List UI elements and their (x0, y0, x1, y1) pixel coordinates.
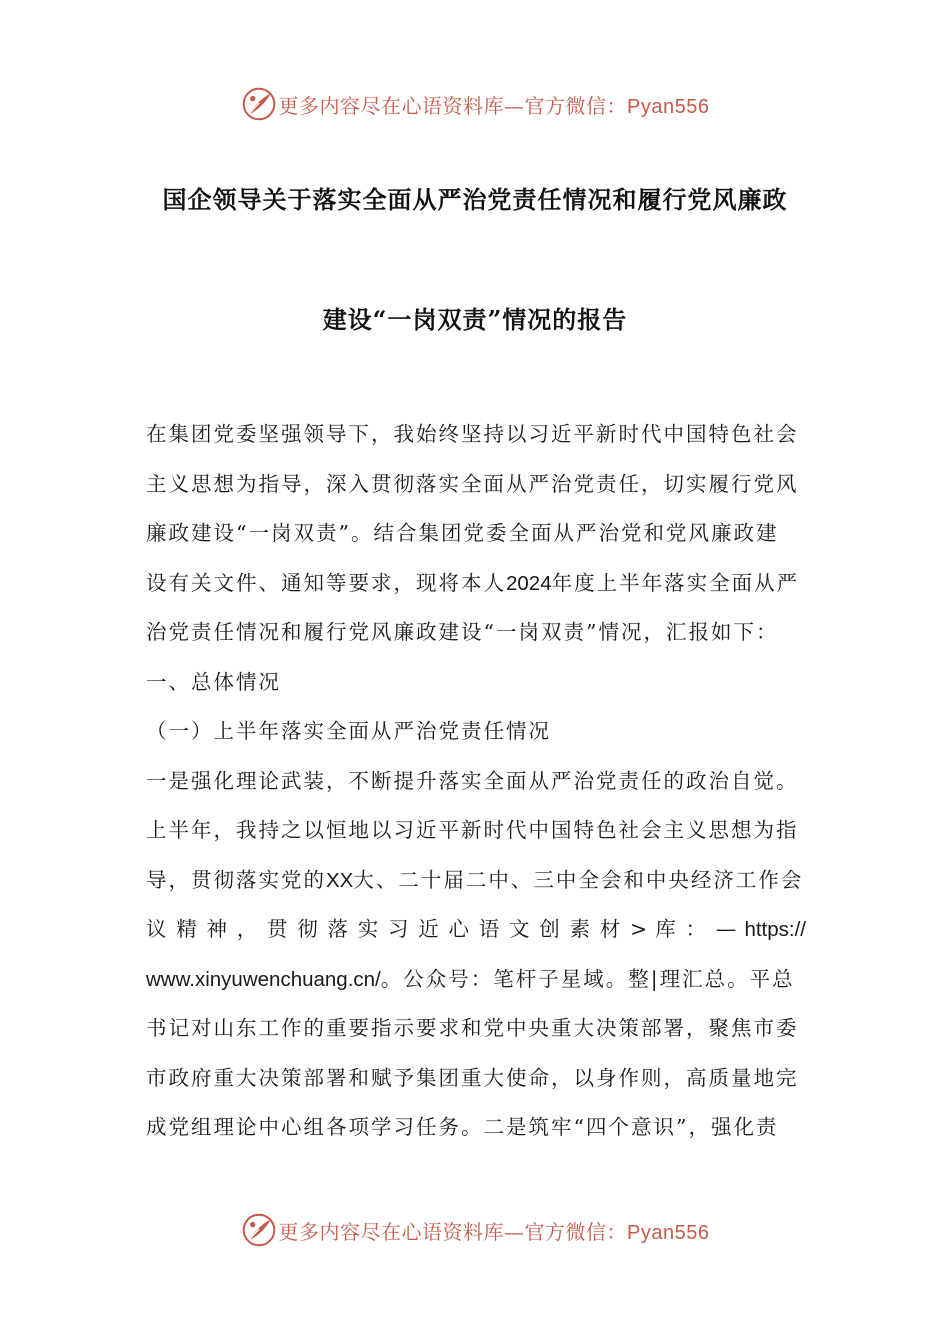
wechat-id: Pyan556 (627, 95, 710, 118)
footer-banner (0, 1208, 950, 1252)
body-line: 议 精 神 ， 贯 彻 落 实 习 近 心 语 文 创 素 材 > 库 ： — https:// (146, 917, 806, 941)
body-line: 上半年，我持之以恒地以习近平新时代中国特色社会主义思想为指 (146, 818, 799, 842)
banner-text: 更多内容尽在心语资料库—官方微信：Pyan556 (278, 93, 710, 118)
quill-logo-icon (241, 1212, 277, 1248)
body-line: 书记对山东工作的重要指示要求和党中央重大决策部署，聚焦市委 (146, 1016, 799, 1040)
section-heading: 一、总体情况 (146, 669, 281, 694)
body-line: 设有关文件、通知等要求，现将本人2024年度上半年落实全面从严 (146, 570, 800, 595)
document-title-line-2: 建设“一岗双责”情况的报告 (322, 305, 628, 334)
body-line: 一是强化理论武装，不断提升落实全面从严治党责任的政治自觉。 (146, 768, 799, 793)
document-body (146, 415, 806, 1158)
body-line: 在集团党委坚强领导下，我始终坚持以习近平新时代中国特色社会 (146, 422, 799, 446)
wechat-id: Pyan556 (627, 1221, 710, 1244)
body-line: 治党责任情况和履行党风廉政建设“一岗双责”情况，汇报如下： (146, 620, 779, 644)
quill-logo-icon (241, 86, 277, 122)
body-line: www.xinyuwenchuang.cn/。公众号：笔杆子星域。整|理汇总。平总 (146, 966, 795, 991)
website-url: www.xinyuwenchuang.cn/ (146, 967, 381, 991)
body-line: 市政府重大决策部署和赋予集团重大使命，以身作则，高质量地完 (146, 1065, 799, 1090)
banner-text: 更多内容尽在心语资料库—官方微信：Pyan556 (278, 1219, 710, 1244)
body-line: 成党组理论中心组各项学习任务。二是筑牢“四个意识”，强化责 (146, 1115, 779, 1139)
header-banner (0, 82, 950, 126)
subsection-heading: （一）上半年落实全面从严治党责任情况 (146, 719, 551, 743)
document-title-line-1: 国企领导关于落实全面从严治党责任情况和履行党风廉政 (162, 185, 788, 214)
body-line: 廉政建设“一岗双责”。结合集团党委全面从严治党和党风廉政建 (146, 521, 779, 545)
body-line: 导，贯彻落实党的XX大、二十届二中、三中全会和中央经济工作会 (146, 867, 804, 892)
body-line: 主义思想为指导，深入贯彻落实全面从严治党责任，切实履行党风 (146, 471, 799, 496)
